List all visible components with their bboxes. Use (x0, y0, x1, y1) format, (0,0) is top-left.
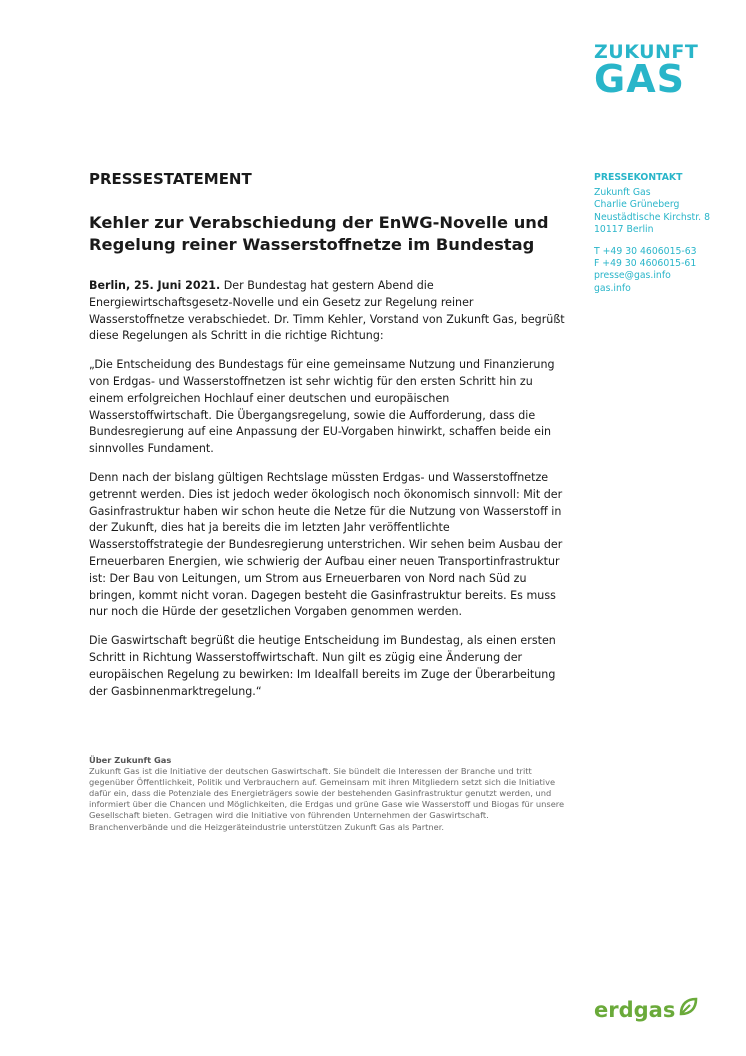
contact-name: Charlie Grüneberg (594, 199, 680, 211)
lead-text: Der Bundestag hat gestern Abend die Energiewirtschaftsgesetz-Novelle und ein Gesetz zur Regelung reiner Wasserstoffnetze verabschiedet. Dr. Timm Kehler, Vorstand von Zukunft Gas, begrüßt diese Regelungen als Schritt in die richtige Richtung: (89, 279, 565, 343)
contact-phone: T +49 30 4606015-63 (594, 246, 697, 258)
contact-city: 10117 Berlin (594, 223, 654, 235)
press-contact (594, 172, 742, 295)
press-contact-heading: PRESSEKONTAKT (594, 172, 683, 183)
headline: Kehler zur Verabschiedung der EnWG-Novelle und Regelung reiner Wasserstoffnetze im Bundestag (89, 213, 549, 254)
body-text (89, 278, 567, 700)
contact-web[interactable]: gas.info (594, 282, 631, 294)
logo-top-text: ZUKUNFT (594, 41, 699, 63)
document-type: PRESSESTATEMENT (89, 170, 252, 188)
contact-street: Neustädtische Kirchstr. 8 (594, 211, 710, 223)
about-text: Zukunft Gas ist die Initiative der deutschen Gaswirtschaft. Sie bündelt die Interessen der Branche und tritt gegenüber Öffentlichkeit, Politik und Verbrauchern auf. Gemeinsam mit ihren Mitgliedern setzt sich die Initiative dafür ein, dass die Potenziale des Energieträgers sowie der bestehenden Gasinfrastruktur genutzt werden, und informiert über die Chancen und Möglichkeiten, die Erdgas und grüne Gase wie Wasserstoff und Biogas für unsere Gesellschaft bieten. Getragen wird die Initiative von führenden Unternehmen der Gaswirtschaft. Branchenverbände und die Heizgeräteindustrie unterstützen Zukunft Gas als Partner. (89, 766, 565, 832)
logo-bottom-text: GAS (594, 57, 685, 101)
zukunft-gas-logo (594, 41, 699, 101)
lead-paragraph (89, 278, 567, 345)
lead-date: Berlin, 25. Juni 2021. (89, 279, 221, 292)
contact-fax: F +49 30 4606015-61 (594, 258, 697, 270)
leaf-icon (675, 996, 699, 1023)
body-paragraph: Die Gaswirtschaft begrüßt die heutige Entscheidung im Bundestag, als einen ersten Schritt in Richtung Wasserstoffwirtschaft. Nun gilt es zügig eine Änderung der europäischen Regelung zu bewirken: Im Idealfall bereits im Zuge der Überarbeitung der Gasbinnenmarktregelung.“ (89, 634, 556, 698)
body-paragraph: Denn nach der bislang gültigen Rechtslage müssten Erdgas- und Wasserstoffnetze getrennt werden. Dies ist jedoch weder ökologisch noch ökonomisch sinnvoll: Mit der Gasinfrastruktur haben wir schon heute die Netze für die Nutzung von Wasserstoff in der Zukunft, dies hat ja bereits die im letzten Jahr veröffentlichte Wasserstoffstrategie der Bundesregierung unterstrichen. Wir sehen beim Ausbau der Erneuerbaren Energien, wie schwierig der Aufbau einer neuen Transportinfrastruktur ist: Der Bau von Leitungen, um Strom aus Erneuerbaren von Nord nach Süd zu bringen, kommt nicht voran. Dagegen besteht die Gasinfrastruktur bereits. Es muss nur noch die Hürde der gesetzlichen Vorgaben genommen werden. (89, 470, 563, 619)
erdgas-logo (594, 996, 699, 1023)
contact-email[interactable]: presse@gas.info (594, 270, 671, 282)
body-paragraph: „Die Entscheidung des Bundestags für eine gemeinsame Nutzung und Finanzierung von Erdgas- und Wasserstoffnetzen ist sehr wichtig für den ersten Schritt hin zu einem erfolgreichen Hochlauf einer deutschen und europäischen Wasserstoffwirtschaft. Die Übergangsregelung, sowie die Aufforderung, dass die Bundesregierung auf eine Anpassung der EU-Vorgaben hinwirkt, schaffen beide ein sinnvolles Fundament. (89, 358, 555, 456)
about-title: Über Zukunft Gas (89, 755, 172, 765)
about-section (89, 755, 567, 833)
contact-org: Zukunft Gas (594, 187, 651, 199)
erdgas-logo-text: erdgas (594, 997, 676, 1022)
press-statement (89, 170, 567, 712)
